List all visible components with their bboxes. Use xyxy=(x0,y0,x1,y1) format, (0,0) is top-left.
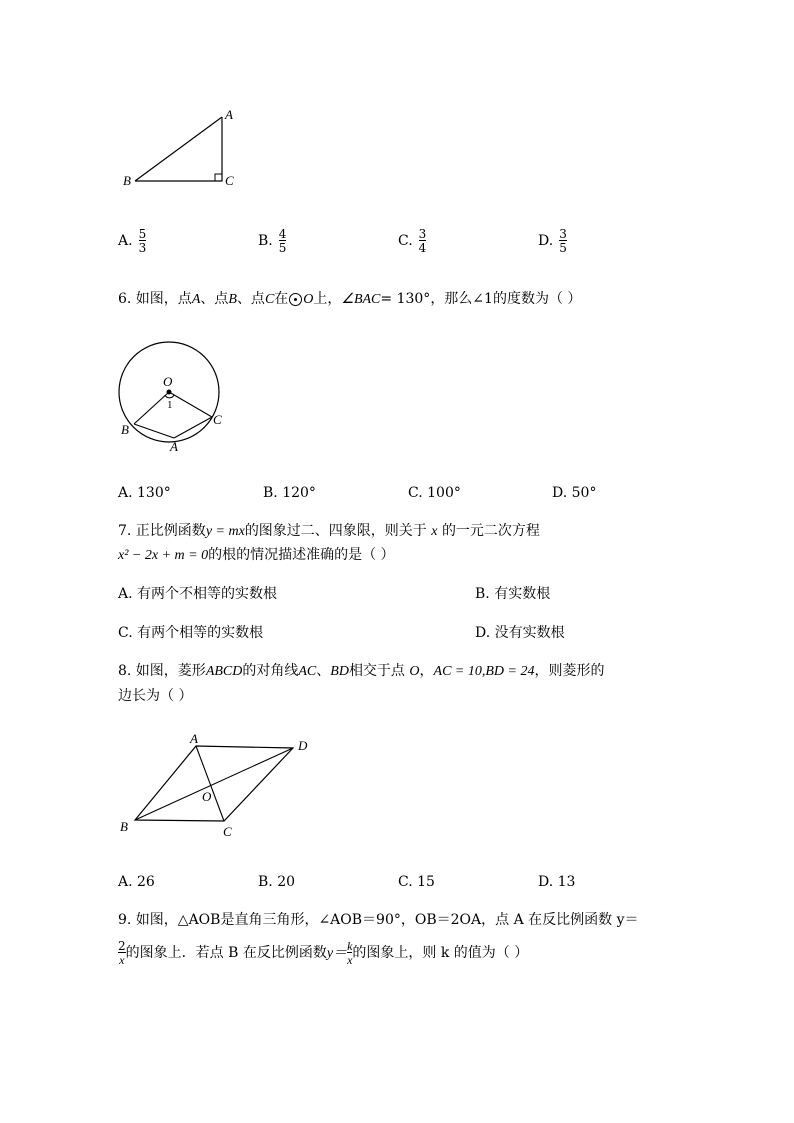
q9-stem-line2: $\frac{2}{x}$ 的图象上．若点 B 在反比例函数y＝ $\frac{k}{x}$ 的图象上，则 k 的值为（ ） xyxy=(118,939,529,967)
q8-label-A: A xyxy=(190,731,198,746)
q8-stem-line2: 边长为（ ） xyxy=(118,688,193,704)
q9-stem-line1: 9. 如图，△AOB是直角三角形，∠AOB＝90°，OB＝2OA，点 A 在反比例函数 y＝ xyxy=(118,912,639,928)
circle-symbol-icon xyxy=(289,293,302,306)
q5-label-B: B xyxy=(123,173,131,188)
q6-circle-figure xyxy=(112,340,232,460)
q6-option-a[interactable]: A. 130° xyxy=(118,485,171,501)
q7-stem-line1: 7. 正比例函数y = mx的图象过二、四象限，则关于 x 的一元二次方程 xyxy=(118,523,540,539)
q8-label-B: B xyxy=(120,819,128,834)
q7-options-row1 xyxy=(118,585,678,605)
q5-option-c[interactable]: C. $\frac{3}{4}$ xyxy=(398,227,427,255)
q5-option-a[interactable]: A. $\frac{5}{3}$ xyxy=(118,227,147,255)
q8-options xyxy=(118,873,678,893)
q8-label-O: O xyxy=(202,789,212,804)
q7-options-row2 xyxy=(118,624,678,644)
q5-triangle-figure xyxy=(115,100,275,195)
q5-label-A: A xyxy=(225,107,233,122)
q8-stem-line1: 8. 如图，菱形ABCD的对角线AC、BD相交于点 O，AC = 10,BD = 24，则菱形的 xyxy=(118,663,605,679)
q7-option-a[interactable]: A. 有两个不相等的实数根 xyxy=(118,586,278,602)
q5-option-d[interactable]: D. $\frac{3}{5}$ xyxy=(538,227,567,255)
q7-option-d[interactable]: D. 没有实数根 xyxy=(475,625,565,641)
q5-option-b[interactable]: B. $\frac{4}{5}$ xyxy=(258,227,287,255)
q8-rhombus-figure xyxy=(115,728,325,843)
q6-option-b[interactable]: B. 120° xyxy=(263,485,316,501)
q6-option-c[interactable]: C. 100° xyxy=(408,485,461,501)
q6-label-1: 1 xyxy=(167,399,173,411)
q6-label-A: A xyxy=(170,439,178,454)
q5-options xyxy=(118,228,678,258)
q6-label-O: O xyxy=(163,374,173,389)
q8-option-c[interactable]: C. 15 xyxy=(398,874,435,890)
q8-label-C: C xyxy=(223,824,232,839)
q5-label-C: C xyxy=(225,173,234,188)
q8-option-d[interactable]: D. 13 xyxy=(538,874,576,890)
q6-options xyxy=(118,484,678,504)
q7-option-c[interactable]: C. 有两个相等的实数根 xyxy=(118,625,264,641)
q6-label-B: B xyxy=(121,422,129,437)
q6-stem: 6. 如图，点A、点B、点C在 O上，∠BAC= 130°，那么∠1的度数为（ ） xyxy=(118,291,582,307)
q8-label-D: D xyxy=(298,738,308,753)
q6-option-d[interactable]: D. 50° xyxy=(552,485,597,501)
q7-stem-line2: x² − 2x + m = 0的根的情况描述准确的是（ ） xyxy=(118,547,395,563)
q6-label-C: C xyxy=(213,412,222,427)
q8-option-b[interactable]: B. 20 xyxy=(258,874,296,890)
q7-option-b[interactable]: B. 有实数根 xyxy=(475,586,551,602)
q8-option-a[interactable]: A. 26 xyxy=(118,874,155,890)
